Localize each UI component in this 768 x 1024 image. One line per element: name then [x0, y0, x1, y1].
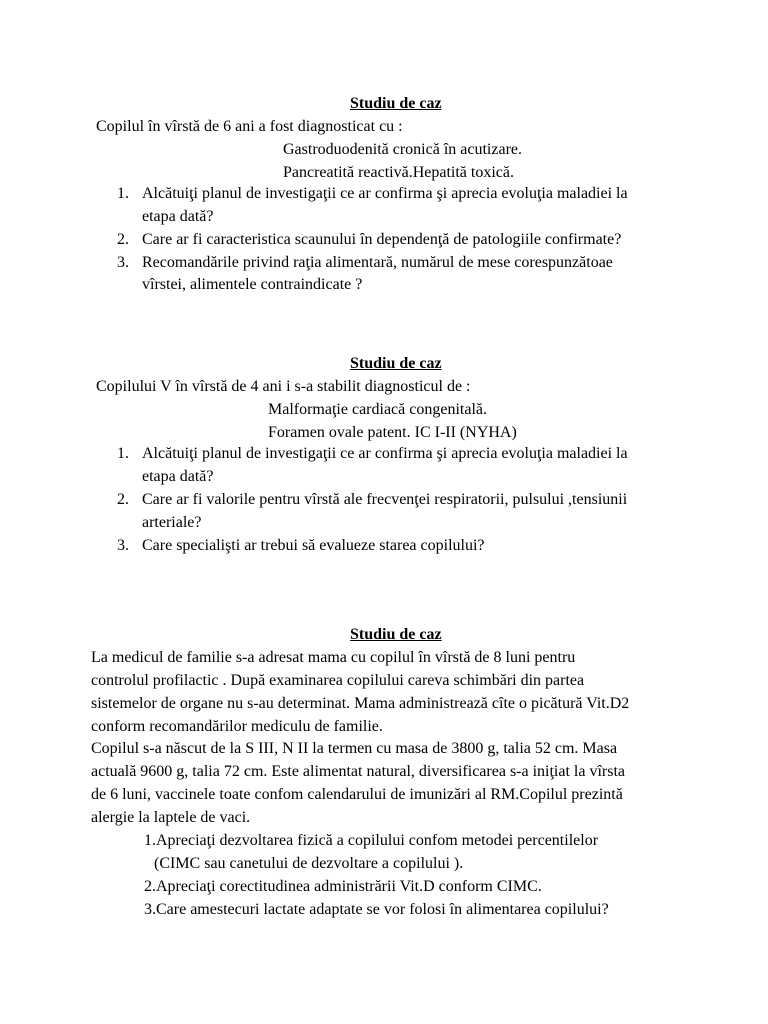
case1-q2-line1: Care ar fi caracteristica scaunului în dependenţă de patologiile confirmate?: [142, 231, 622, 248]
case1-diagnosis-1: Gastroduodenită cronică în acutizare.: [283, 141, 522, 158]
case2-q1-line2: etapa dată?: [142, 468, 214, 485]
case1-title: Studiu de caz: [350, 95, 442, 112]
case1-intro: Copilul în vîrstă de 6 ani a fost diagnosticat cu :: [96, 118, 403, 135]
case3-question-1: 1.Apreciaţi dezvoltarea fizică a copilului confom metodei percentilelor: [144, 832, 599, 849]
case2-q2-line1: Care ar fi valorile pentru vîrstă ale frecvenţei respiratorii, pulsului ,tensiunii: [142, 491, 628, 508]
case2-diagnosis-1: Malformaţie cardiacă congenitală.: [268, 401, 487, 418]
case3-question-3: 3.Care amestecuri lactate adaptate se vor folosi în alimentarea copilului?: [144, 901, 609, 918]
case1-q3-number: 3.: [117, 254, 129, 271]
case1-q2-number: 2.: [117, 231, 129, 248]
case3-question-2: 2.Apreciaţi corectitudinea administrării Vit.D conform CIMC.: [144, 878, 542, 895]
case3-question-1-cont: (CIMC sau canetului de dezvoltare a copilului ).: [154, 855, 464, 872]
case3-body-line-6: actuală 9600 g, talia 72 cm. Este alimentat natural, diversificarea s-a iniţiat la vîrsta: [91, 763, 626, 780]
case3-body-line-4: conform recomandărilor mediculu de familie.: [91, 718, 383, 735]
case2-q1-number: 1.: [117, 445, 129, 462]
case1-diagnosis-2: Pancreatită reactivă.Hepatită toxică.: [283, 164, 514, 181]
case3-body-line-1: La medicul de familie s-a adresat mama cu copilul în vîrstă de 8 luni pentru: [91, 649, 576, 666]
case2-q3-number: 3.: [117, 537, 129, 554]
case3-body-line-8: alergie la laptele de vaci.: [91, 809, 251, 826]
case2-title: Studiu de caz: [350, 355, 442, 372]
case3-body-line-5: Copilul s-a născut de la S III, N II la termen cu masa de 3800 g, talia 52 cm. Masa: [91, 740, 618, 757]
case1-q3-line1: Recomandările privind raţia alimentară, numărul de mese corespunzătoae: [142, 254, 613, 271]
case3-title: Studiu de caz: [350, 626, 442, 643]
case2-q3-line1: Care specialişti ar trebui să evalueze starea copilului?: [142, 537, 485, 554]
case2-q1-line1: Alcătuiţi planul de investigaţii ce ar confirma şi aprecia evoluţia maladiei la: [142, 445, 628, 462]
case3-body-line-3: sistemelor de organe nu s-au determinat. Mama administrează cîte o picătură Vit.D2: [91, 695, 630, 712]
case1-q1-number: 1.: [117, 185, 129, 202]
case3-body-line-7: de 6 luni, vaccinele toate confom calendarului de imunizări al RM.Copilul prezintă: [91, 786, 623, 803]
case1-q3-line2: vîrstei, alimentele contraindicate ?: [142, 276, 363, 293]
case3-body-line-2: controlul profilactic . După examinarea copilului careva schimbări din partea: [91, 672, 585, 689]
case1-q1-line2: etapa dată?: [142, 208, 214, 225]
case2-q2-number: 2.: [117, 491, 129, 508]
case2-diagnosis-2: Foramen ovale patent. IC I-II (NYHA): [268, 424, 517, 441]
case2-q2-line2: arteriale?: [142, 514, 202, 531]
case2-intro: Copilului V în vîrstă de 4 ani i s-a stabilit diagnosticul de :: [96, 378, 471, 395]
case1-q1-line1: Alcătuiţi planul de investigaţii ce ar confirma şi aprecia evoluţia maladiei la: [142, 185, 628, 202]
